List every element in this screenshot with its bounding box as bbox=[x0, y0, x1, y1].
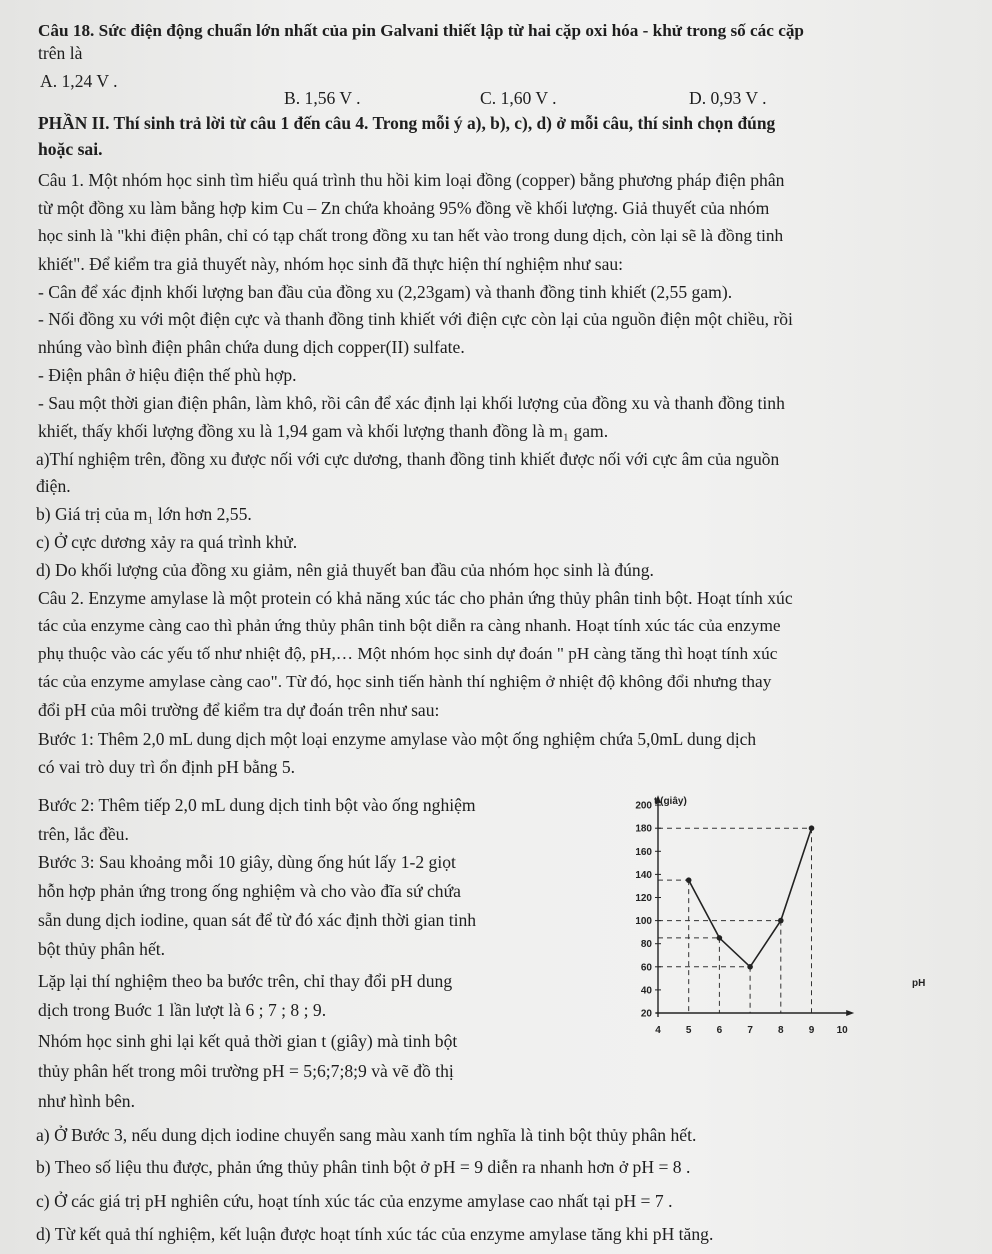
part2-header-line2: hoặc sai. bbox=[38, 139, 103, 159]
c1-line2: từ một đồng xu làm bằng hợp kim Cu – Zn chứa khoảng 95% đồng về khối lượng. Giả thuyết của nhóm bbox=[38, 198, 770, 218]
q18-option-c[interactable]: C. 1,60 V . bbox=[480, 88, 557, 108]
ph-time-chart bbox=[612, 790, 942, 1035]
chart-ylabel: t (giây) bbox=[654, 796, 687, 807]
c1-line3: học sinh là "khi điện phân, chỉ có tạp chất trong đồng xu tan hết vào trong dung dịch, còn lại sẽ là đồng tinh bbox=[38, 226, 784, 245]
chart-axes bbox=[655, 795, 854, 1017]
c1-line7: nhúng vào bình điện phân chứa dung dịch copper(II) sulfate. bbox=[38, 337, 465, 357]
c1-statement-c: c) Ở cực dương xảy ra quá trình khử. bbox=[36, 532, 298, 552]
c1-statement-d: d) Do khối lượng của đồng xu giảm, nên giả thuyết ban đầu của nhóm học sinh là đúng. bbox=[36, 560, 654, 580]
c1-line8: - Điện phân ở hiệu điện thế phù hợp. bbox=[38, 365, 297, 385]
chart-grid bbox=[658, 828, 812, 1013]
c2-repeat-line2: dịch trong Buớc 1 lần lượt là 6 ; 7 ; 8 ; 9. bbox=[38, 1000, 327, 1020]
chart-y-tick-label: 120 bbox=[635, 893, 652, 904]
c2-statement-a: a) Ở Bước 3, nếu dung dịch iodine chuyển sang màu xanh tím nghĩa là tinh bột thủy phân hết. bbox=[36, 1125, 697, 1145]
chart-y-tick-label: 140 bbox=[635, 869, 652, 881]
c1-line4: khiết". Để kiểm tra giả thuyết này, nhóm học sinh đã thực hiện thí nghiệm như sau: bbox=[38, 254, 624, 274]
c1-line1: Câu 1. Một nhóm học sinh tìm hiểu quá trình thu hồi kim loại đồng (copper) bằng phương pháp điện phân bbox=[38, 170, 785, 190]
c2-step3-line3: sẵn dung dịch iodine, quan sát để từ đó xác định thời gian tinh bbox=[38, 910, 477, 930]
c1-statement-b: b) Giá trị của m₁ lớn hơn 2,55. bbox=[36, 504, 252, 524]
chart-series bbox=[686, 825, 814, 969]
chart-x-tick-label: 6 bbox=[716, 1025, 723, 1035]
chart-x-tick-label: 7 bbox=[747, 1025, 753, 1035]
chart-y-tick-label: 160 bbox=[635, 846, 652, 858]
chart-data-point bbox=[717, 935, 723, 941]
chart-y-tick-label: 100 bbox=[635, 916, 652, 928]
chart-x-tick-label: 10 bbox=[836, 1025, 848, 1035]
c2-step3-line4: bột thủy phân hết. bbox=[38, 939, 166, 959]
chart-data-point bbox=[747, 964, 753, 970]
c2-step2-line2: trên, lắc đều. bbox=[38, 824, 129, 844]
part2-header-line1: PHẦN II. Thí sinh trả lời từ câu 1 đến câu 4. Trong mỗi ý a), b), c), d) ở mỗi câu, thí sinh chọn đúng bbox=[38, 113, 776, 133]
c1-line9: - Sau một thời gian điện phân, làm khô, rồi cân để xác định lại khối lượng của đồng xu và thanh đồng tinh bbox=[38, 393, 785, 413]
chart-series-line bbox=[689, 828, 812, 967]
chart-tick-labels bbox=[635, 801, 848, 1035]
q18-option-a[interactable]: A. 1,24 V . bbox=[40, 71, 118, 91]
c2-line1: Câu 2. Enzyme amylase là một protein có khả năng xúc tác cho phản ứng thủy phân tinh bột. Hoạt tính xúc bbox=[38, 588, 793, 608]
c2-step1-line1: Bước 1: Thêm 2,0 mL dung dịch một loại enzyme amylase vào một ống nghiệm chứa 5,0mL dung dịch bbox=[38, 729, 757, 749]
chart-x-tick-label: 8 bbox=[778, 1025, 784, 1035]
c2-step1-line2: có vai trò duy trì ổn định pH bằng 5. bbox=[38, 757, 296, 777]
c1-line10: khiết, thấy khối lượng đồng xu là 1,94 gam và khối lượng thanh đồng là m₁ gam. bbox=[38, 421, 609, 441]
c1-line6: - Nối đồng xu với một điện cực và thanh đồng tinh khiết với điện cực còn lại của nguồn điện một chiều, rồi bbox=[38, 309, 793, 329]
chart-data-point bbox=[778, 918, 784, 924]
chart-data-point bbox=[686, 877, 692, 883]
chart-data-point bbox=[809, 825, 815, 831]
chart-xlabel: pH bbox=[912, 978, 926, 989]
c1-statement-a-line1: a)Thí nghiệm trên, đồng xu được nối với cực dương, thanh đồng tinh khiết được nối với cực âm của nguồn bbox=[36, 449, 780, 469]
c2-line3: phụ thuộc vào các yếu tố như nhiệt độ, pH,… Một nhóm học sinh dự đoán " pH càng tăng thì hoạt tính xúc bbox=[38, 644, 778, 663]
chart-y-tick-label: 180 bbox=[635, 823, 652, 835]
chart-x-tick-label: 4 bbox=[655, 1025, 661, 1035]
c2-note-line2: thủy phân hết trong môi trường pH = 5;6;7;8;9 và vẽ đồ thị bbox=[38, 1061, 454, 1081]
chart-y-tick-label: 40 bbox=[640, 985, 652, 997]
chart-y-tick-label: 200 bbox=[635, 800, 652, 812]
chart-y-tick-label: 20 bbox=[640, 1008, 652, 1020]
c2-statement-b: b) Theo số liệu thu được, phản ứng thủy phân tinh bột ở pH = 9 diễn ra nhanh hơn ở pH = 8 . bbox=[36, 1157, 691, 1177]
chart-x-tick-label: 5 bbox=[685, 1025, 692, 1035]
c2-step3-line1: Bước 3: Sau khoảng mỗi 10 giây, dùng ống hút lấy 1-2 giọt bbox=[38, 852, 456, 872]
chart-x-arrow bbox=[846, 1010, 854, 1016]
q18-stem-line2: trên là bbox=[38, 43, 83, 63]
c2-note-line3: như hình bên. bbox=[38, 1091, 136, 1111]
c2-step2-line1: Bước 2: Thêm tiếp 2,0 mL dung dịch tinh bột vào ống nghiệm bbox=[38, 795, 476, 815]
c1-statement-a-line2: điện. bbox=[36, 476, 71, 496]
q18-option-d[interactable]: D. 0,93 V . bbox=[689, 88, 767, 108]
c2-line4: tác của enzyme amylase càng cao". Từ đó, học sinh tiến hành thí nghiệm ở nhiệt độ không đổi nhưng thay bbox=[38, 672, 772, 691]
c2-line5: đổi pH của môi trường để kiểm tra dự đoán trên như sau: bbox=[38, 700, 440, 720]
q18-option-b[interactable]: B. 1,56 V . bbox=[284, 88, 361, 108]
c1-line5: - Cân để xác định khối lượng ban đầu của đồng xu (2,23gam) và thanh đồng tinh khiết (2,55 gam). bbox=[38, 282, 733, 302]
q18-stem-line1: Câu 18. Sức điện động chuẩn lớn nhất của pin Galvani thiết lập từ hai cặp oxi hóa - khử trong số các cặp bbox=[38, 21, 804, 40]
c2-repeat-line1: Lặp lại thí nghiệm theo ba bước trên, chỉ thay đổi pH dung bbox=[38, 971, 453, 991]
chart-y-tick-label: 60 bbox=[640, 962, 652, 974]
chart-y-tick-label: 80 bbox=[640, 939, 652, 951]
chart-x-tick-label: 9 bbox=[808, 1025, 815, 1035]
c2-statement-d: d) Từ kết quả thí nghiệm, kết luận được hoạt tính xúc tác của enzyme amylase tăng khi pH tăng. bbox=[36, 1224, 714, 1244]
c2-note-line1: Nhóm học sinh ghi lại kết quả thời gian t (giây) mà tinh bột bbox=[38, 1031, 458, 1051]
c2-statement-c: c) Ở các giá trị pH nghiên cứu, hoạt tính xúc tác của enzyme amylase cao nhất tại pH = 7 . bbox=[36, 1191, 673, 1211]
c2-step3-line2: hỗn hợp phản ứng trong ống nghiệm và cho vào đĩa sứ chứa bbox=[38, 881, 461, 901]
c2-line2: tác của enzyme càng cao thì phản ứng thủy phân tinh bột diễn ra càng nhanh. Hoạt tính xúc tác của enzyme bbox=[38, 616, 781, 635]
